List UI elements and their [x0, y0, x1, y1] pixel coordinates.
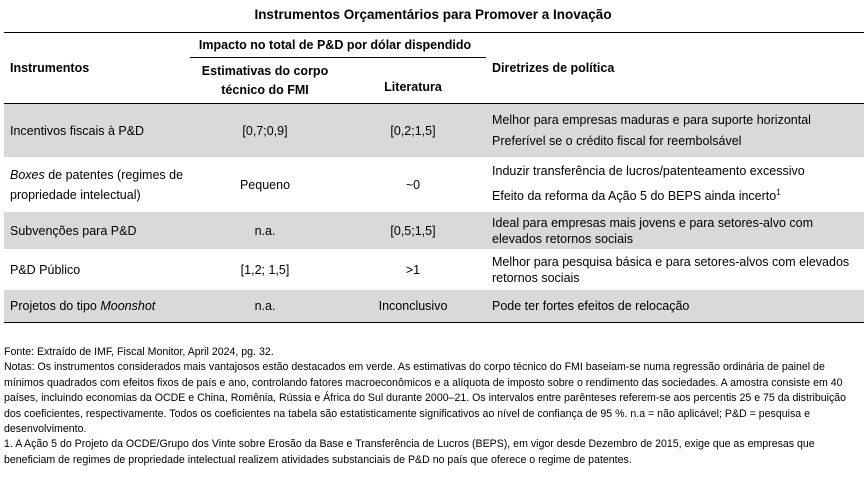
header-literatura: Literatura: [340, 58, 486, 104]
instrumento-prefix: Projetos do tipo: [10, 299, 101, 313]
literatura-cell: >1: [340, 250, 486, 290]
notes-block: [4, 345, 860, 468]
table-row: [4, 250, 864, 290]
source-note: Fonte: Extraído de IMF, Fiscal Monitor, April 2024, pg. 32.: [4, 346, 274, 358]
instrumento-italic: Boxes: [10, 167, 45, 182]
header-estimativas: Estimativas do corpo técnico do FMI: [190, 58, 340, 104]
header-diretrizes: Diretrizes de política: [486, 33, 864, 104]
diretrizes-cell: [486, 158, 864, 212]
instrumento-rest: de patentes (regimes de propriedade intelectual): [10, 167, 184, 202]
general-notes: Notas: Os instrumentos considerados mais vantajosos estão destacados em verde. As estimativas do corpo técnico do FMI baseiam-se numa regressão ordinária de painel de mínimos quadrados com efeitos fixos de país e ano, controlando fatores macroeconômicos e a alíquota de imposto sobre o rendimento das sociedades. A amostra consiste em 40 países, incluindo economias da OCDE e China, Romênia, Rússia e África do Sul durante 2000–21. Os intervalos entre parênteses referem-se aos percentis 25 e 75 da distribuição dos coeficientes, respectivamente. Todos os coeficientes na tabela são estatisticamente significativos ao nível de confiança de 95 %. n.a = não aplicável; P&D = pesquisa e desenvolvimento.: [4, 361, 847, 436]
diretrizes-cell: Melhor para pesquisa básica e para setores-alvos com elevados retornos sociais: [486, 250, 864, 290]
estimativas-cell: n.a.: [190, 290, 340, 323]
header-instrumentos: Instrumentos: [4, 33, 190, 104]
estimativas-cell: Pequeno: [190, 158, 340, 212]
instruments-table: [4, 32, 864, 323]
instrumento-cell: P&D Público: [4, 250, 190, 290]
estimativas-cell: [0,7;0,9]: [190, 104, 340, 158]
instrumento-cell: Incentivos fiscais à P&D: [4, 104, 190, 158]
footnote-1: 1. A Ação 5 do Projeto da OCDE/Grupo dos Vinte sobre Erosão da Base e Transferência de Lucros (BEPS), em vigor desde Dezembro de 2015, exige que as empresas que beneficiam de regimes de propriedade intelectual realizem atividades substanciais de P&D no país que oferece o regime de patentes.: [4, 438, 815, 466]
table-title: Instrumentos Orçamentários para Promover a Inovação: [254, 7, 612, 22]
instrumento-cell: [4, 158, 190, 212]
table-row: [4, 104, 864, 158]
diretrizes-cell: Pode ter fortes efeitos de relocação: [486, 290, 864, 323]
instrumento-cell: Subvenções para P&D: [4, 212, 190, 250]
diretrizes-cell: [486, 104, 864, 158]
literatura-cell: [0,5;1,5]: [340, 212, 486, 250]
literatura-cell: Inconclusivo: [340, 290, 486, 323]
diretrizes-cell: Ideal para empresas mais jovens e para setores-alvo com elevados retornos sociais: [486, 212, 864, 250]
table-row: [4, 212, 864, 250]
header-impacto: Impacto no total de P&D por dólar dispendido: [190, 33, 486, 58]
diretriz-text: Efeito da reforma da Ação 5 do BEPS ainda incerto: [492, 189, 777, 204]
diretriz-line: Preferível se o crédito fiscal for reembolsável: [492, 133, 742, 148]
footnote-mark: 1: [776, 188, 781, 198]
instrumento-italic: Moonshot: [100, 299, 156, 313]
table-row: [4, 158, 864, 212]
diretriz-line: Induzir transferência de lucros/patenteamento excessivo: [492, 164, 805, 179]
literatura-cell: [0,2;1,5]: [340, 104, 486, 158]
diretriz-line: Melhor para empresas maduras e para suporte horizontal: [492, 112, 811, 127]
estimativas-cell: n.a.: [190, 212, 340, 250]
estimativas-cell: [1,2; 1,5]: [190, 250, 340, 290]
diretriz-line: [492, 182, 858, 207]
instrumento-cell: [4, 290, 190, 323]
literatura-cell: ~0: [340, 158, 486, 212]
table-row: [4, 290, 864, 323]
